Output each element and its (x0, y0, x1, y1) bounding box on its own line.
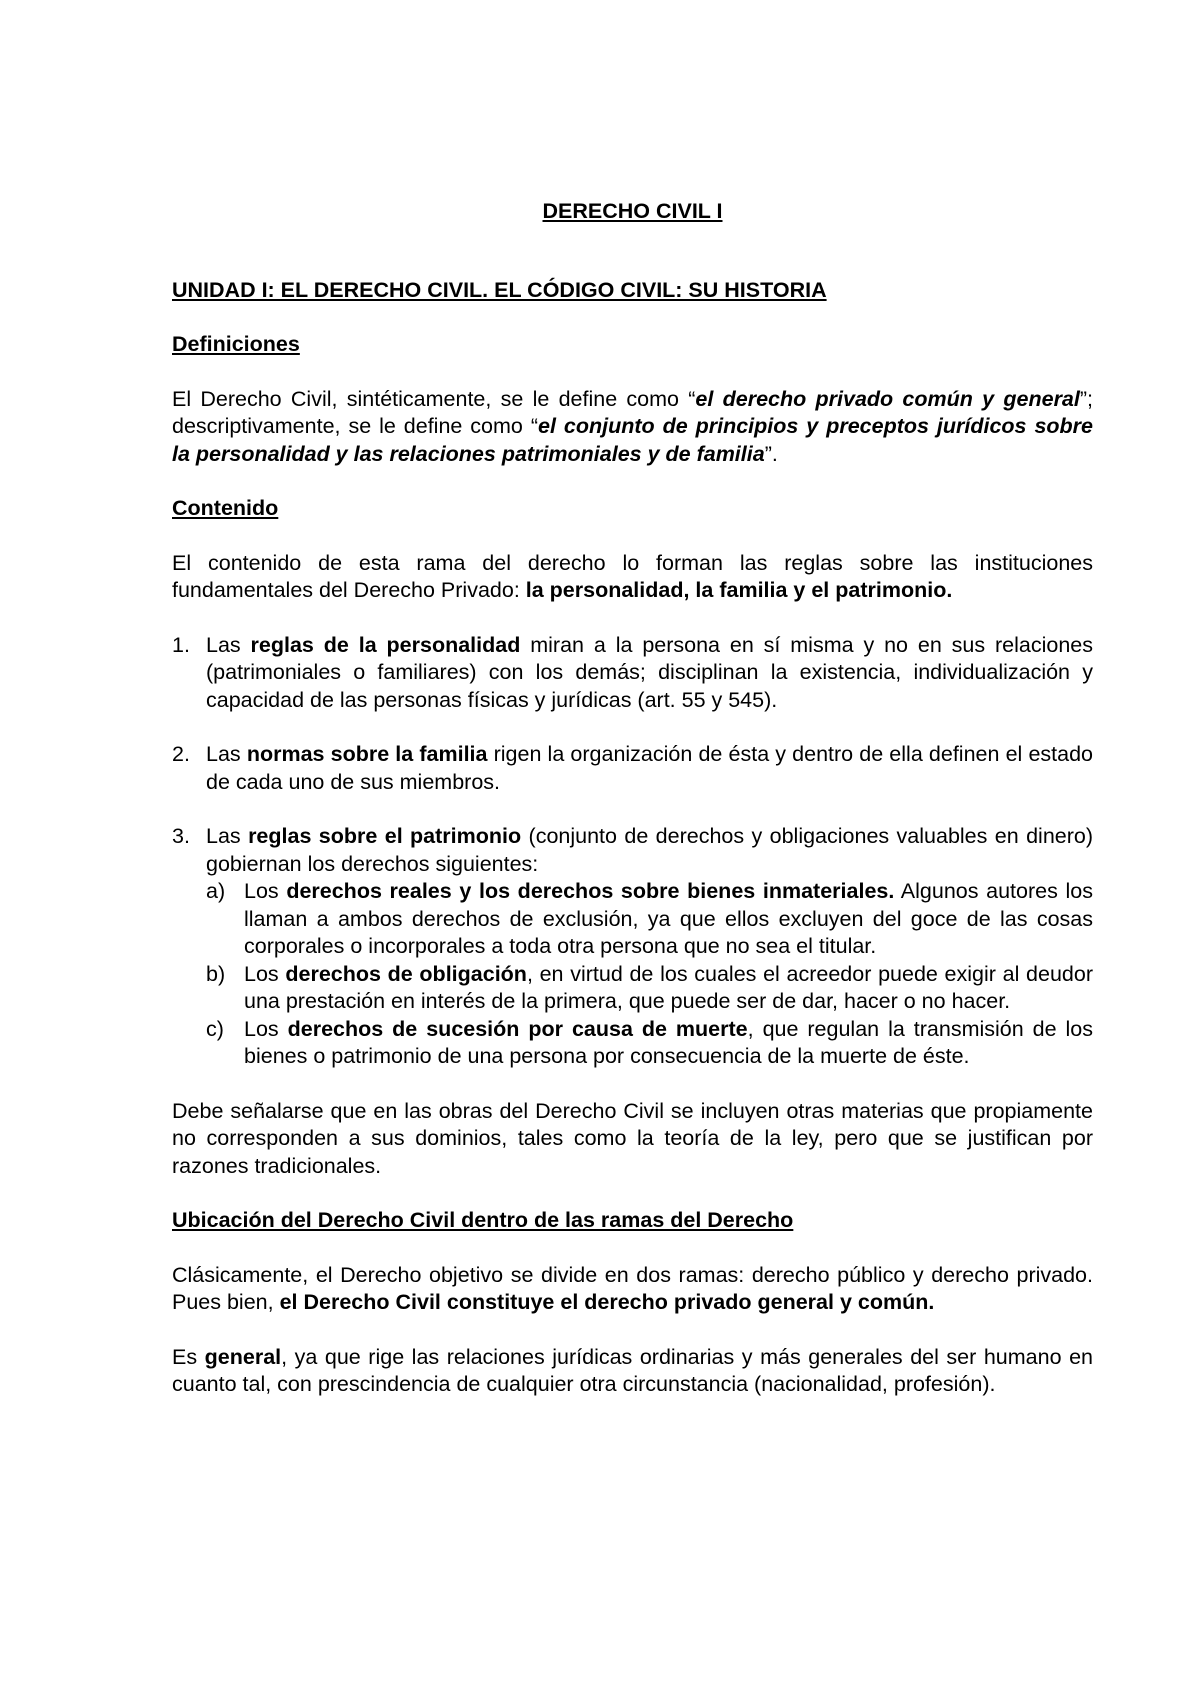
section-heading-contenido: Contenido (172, 496, 279, 520)
text-run: miran a la persona en sí misma y no en sus relaciones (patrimoniales o familiares) con los demás; disciplinan la existencia, individualización y capacidad de las personas físicas y jurídicas (art. 55 y 545). (206, 632, 1093, 712)
ubicacion-paragraph (172, 1262, 1093, 1317)
list-marker: 2. (172, 742, 190, 766)
text-run: El Derecho Civil, sintéticamente, se le define como “ (172, 386, 696, 411)
text-run: , ya que rige las relaciones jurídicas ordinarias y más generales del ser humano en cuanto tal, con prescindencia de cualquier otra circunstancia (nacionalidad, profesión). (172, 1344, 1093, 1396)
unit-heading: UNIDAD I: EL DERECHO CIVIL. EL CÓDIGO CIVIL: SU HISTORIA (172, 277, 827, 302)
list-item (172, 741, 1093, 796)
text-run: Los (244, 1016, 288, 1041)
sublist-item (206, 1016, 1093, 1071)
document-title: DERECHO CIVIL I (542, 199, 723, 223)
text-run: , que regulan la transmisión de los bienes o patrimonio de una persona por consecuencia de la muerte de éste. (244, 1016, 1094, 1068)
list-marker: 1. (172, 632, 190, 657)
text-run: ”. (764, 441, 778, 466)
list-marker: 3. (172, 824, 190, 848)
text-run: El contenido de esta rama del derecho lo forman las reglas sobre las instituciones fundamentales del Derecho Privado: (172, 550, 1093, 602)
section-heading-definiciones: Definiciones (172, 332, 300, 356)
bold-run: reglas sobre el patrimonio (248, 824, 522, 848)
bold-run: general (204, 1344, 282, 1369)
sublist-item (206, 961, 1093, 1016)
list-item (172, 632, 1093, 715)
contenido-numbered-list (172, 632, 1093, 1071)
bold-run: derechos de sucesión por causa de muerte (287, 1016, 748, 1041)
bold-run: el Derecho Civil constituye el derecho privado general y común. (279, 1290, 935, 1314)
sublist-marker: a) (206, 879, 226, 903)
sublist-marker: b) (206, 961, 226, 986)
bold-run: derechos de obligación (285, 961, 527, 986)
general-paragraph (172, 1344, 1093, 1399)
text-run: Los (244, 879, 287, 903)
section-heading-ubicacion: Ubicación del Derecho Civil dentro de las ramas del Derecho (172, 1208, 794, 1232)
patrimonio-sublist (206, 878, 1093, 1071)
text-run: , en virtud de los cuales el acreedor puede exigir al deudor una prestación en interés de la primera, que puede ser de dar, hacer o no hacer. (244, 961, 1093, 1013)
document-body (172, 198, 1093, 1399)
text-run: ”; descriptivamente, se le define como “ (172, 386, 1094, 438)
sublist-item (206, 878, 1093, 961)
contenido-paragraph (172, 550, 1093, 605)
emphasis-run: el conjunto de principios y preceptos jurídicos sobre la personalidad y las relaciones patrimoniales y de familia (172, 414, 1094, 466)
bold-run: normas sobre la familia (246, 742, 488, 766)
text-run: Es (172, 1344, 205, 1369)
definiciones-paragraph (172, 386, 1093, 469)
text-run: Las (206, 742, 247, 766)
text-run: rigen la organización de ésta y dentro de ella definen el estado de cada uno de sus miembros. (206, 742, 1093, 794)
text-run: Clásicamente, el Derecho objetivo se divide en dos ramas: derecho público y derecho privado. Pues bien, (172, 1262, 1093, 1314)
text-run: Los (244, 961, 286, 986)
text-run: Las (206, 632, 251, 657)
emphasis-run: el derecho privado común y general (695, 386, 1080, 411)
text-run: (conjunto de derechos y obligaciones valuables en dinero) gobiernan los derechos siguientes: (206, 824, 1094, 876)
contenido-closing-paragraph: Debe señalarse que en las obras del Derecho Civil se incluyen otras materias que propiamente no corresponden a sus dominios, tales como la teoría de la ley, pero que se justifican por razones tradicionales. (172, 1098, 1093, 1178)
list-item (172, 823, 1093, 1071)
text-run: Algunos autores los llaman a ambos derechos de exclusión, ya que ellos excluyen del goce de las cosas corporales o incorporales a toda otra persona que no sea el titular. (244, 879, 1093, 958)
bold-run: la personalidad, la familia y el patrimonio. (525, 578, 953, 602)
sublist-marker: c) (206, 1016, 224, 1041)
bold-run: derechos reales y los derechos sobre bienes inmateriales. (286, 879, 895, 903)
bold-run: reglas de la personalidad (250, 632, 521, 657)
text-run: Las (206, 824, 249, 848)
